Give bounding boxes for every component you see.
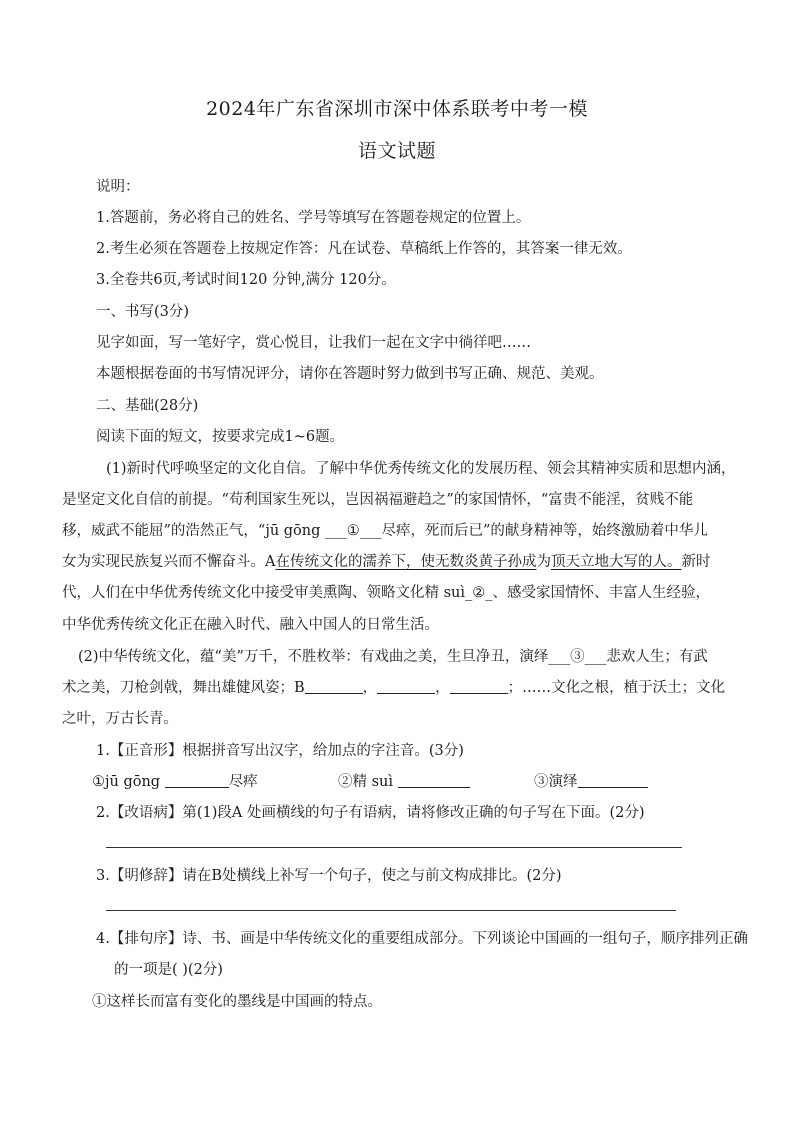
question-1-item-b: ②精 suì (338, 772, 470, 792)
blank-b3[interactable] (450, 678, 508, 694)
passage-line: (1)新时代呼唤坚定的文化自信。了解中华优秀传统文化的发展历程、领会其精神实质和思想内涵， (106, 461, 736, 477)
passage-line: 是坚定文化自信的前提。“苟利国家生死以，岂因祸福避趋之”的家国情怀，“富贵不能淫，贫贱不能 (62, 492, 694, 508)
passage-line: 移，威武不能屈”的浩然正气，“jū gōng ___①___尽瘁，死而后已”的献身精神等，始终激励着中华儿 (62, 523, 708, 539)
answer-blank-b[interactable] (398, 772, 470, 788)
underlined-sentence-a: 在传统文化的濡养下，使无数炎黄子孙成 (275, 554, 537, 570)
blank-3: ___③___ (548, 649, 607, 665)
instruction-item: 2.考生必须在答题卷上按规定作答：凡在试卷、草稿纸上作答的，其答案一律无效。 (96, 241, 632, 257)
question-4-sentence: ①这样长而富有变化的墨线是中国画的特点。 (92, 994, 382, 1010)
question-1-item-a: ①jū gōng 尽瘁 (92, 774, 258, 790)
passage-line: 之叶，万古长青。 (62, 711, 178, 727)
passage-line: 术之美，刀枪剑戟，舞出雄健风姿；B ， ， ；……文化之根，植于沃土；文化 (62, 680, 726, 696)
passage-line: 中华优秀传统文化正在融入时代、融入中国人的日常生活。 (62, 617, 439, 633)
blank-b1[interactable] (305, 678, 363, 694)
section1-line: 见字如面，写一笔好字，赏心悦目，让我们一起在文字中徜徉吧…… (96, 335, 531, 351)
passage-line: 代，人们在中华优秀传统文化中接受审美熏陶、领略文化精 suì_②_、感受家国情怀、丰富人生经验， (62, 585, 711, 601)
answer-blank-a[interactable] (165, 772, 229, 788)
exam-subtitle: 语文试题 (357, 140, 436, 162)
question-1-stem: 1.【正音形】根据拼音写出汉字，给加点的字注音。(3分) (96, 743, 464, 759)
question-4-stem-cont: 的一项是( )(2分) (114, 962, 223, 978)
instruction-item: 1.答题前，务必将自己的姓名、学号等填写在答题卷规定的位置上。 (96, 210, 531, 226)
answer-line-2[interactable] (106, 847, 682, 848)
answer-blank-c[interactable] (578, 772, 648, 788)
blank-b2[interactable] (377, 678, 435, 694)
blank-1: ___①___ (325, 523, 382, 539)
passage-line: (2)中华传统文化，蕴“美”万千，不胜枚举：有戏曲之美，生旦净丑，演绎___③___悲欢人生；有武 (78, 649, 708, 665)
section1-line: 本题根据卷面的书写情况评分，请你在答题时努力做到书写正确、规范、美观。 (96, 366, 604, 382)
question-1-item-c: ③演绎 (534, 772, 648, 792)
question-4-stem: 4.【排句序】诗、书、画是中华传统文化的重要组成部分。下列谈论中国画的一组句子，顺序排列正确 (96, 931, 748, 947)
underlined-sentence-a: 顶天立地大写的人。 (550, 554, 682, 570)
question-2-stem: 2.【改语病】第(1)段A 处画横线的句子有语病，请将修改正确的句子写在下面。(2分) (96, 805, 645, 821)
answer-line-3[interactable] (106, 910, 676, 911)
exam-title: 2024年广东省深圳市深中体系联考中考一模 (206, 98, 588, 120)
section2-intro: 阅读下面的短文，按要求完成1~6题。 (96, 429, 345, 445)
blank-2: _②_ (465, 585, 493, 601)
section2-heading: 二、基础(28分) (96, 398, 199, 414)
passage-line: 女为实现民族复兴而不懈奋斗。A在传统文化的濡养下，使无数炎黄子孙成为顶天立地大写的人。新时 (62, 554, 711, 570)
section1-heading: 一、书写(3分) (96, 304, 190, 320)
instruction-item: 3.全卷共6页,考试时间120 分钟,满分 120分。 (96, 272, 396, 288)
instructions-heading: 说明： (96, 179, 140, 195)
question-3-stem: 3.【明修辞】请在B处横线上补写一个句子，使之与前文构成排比。(2分) (96, 868, 562, 884)
